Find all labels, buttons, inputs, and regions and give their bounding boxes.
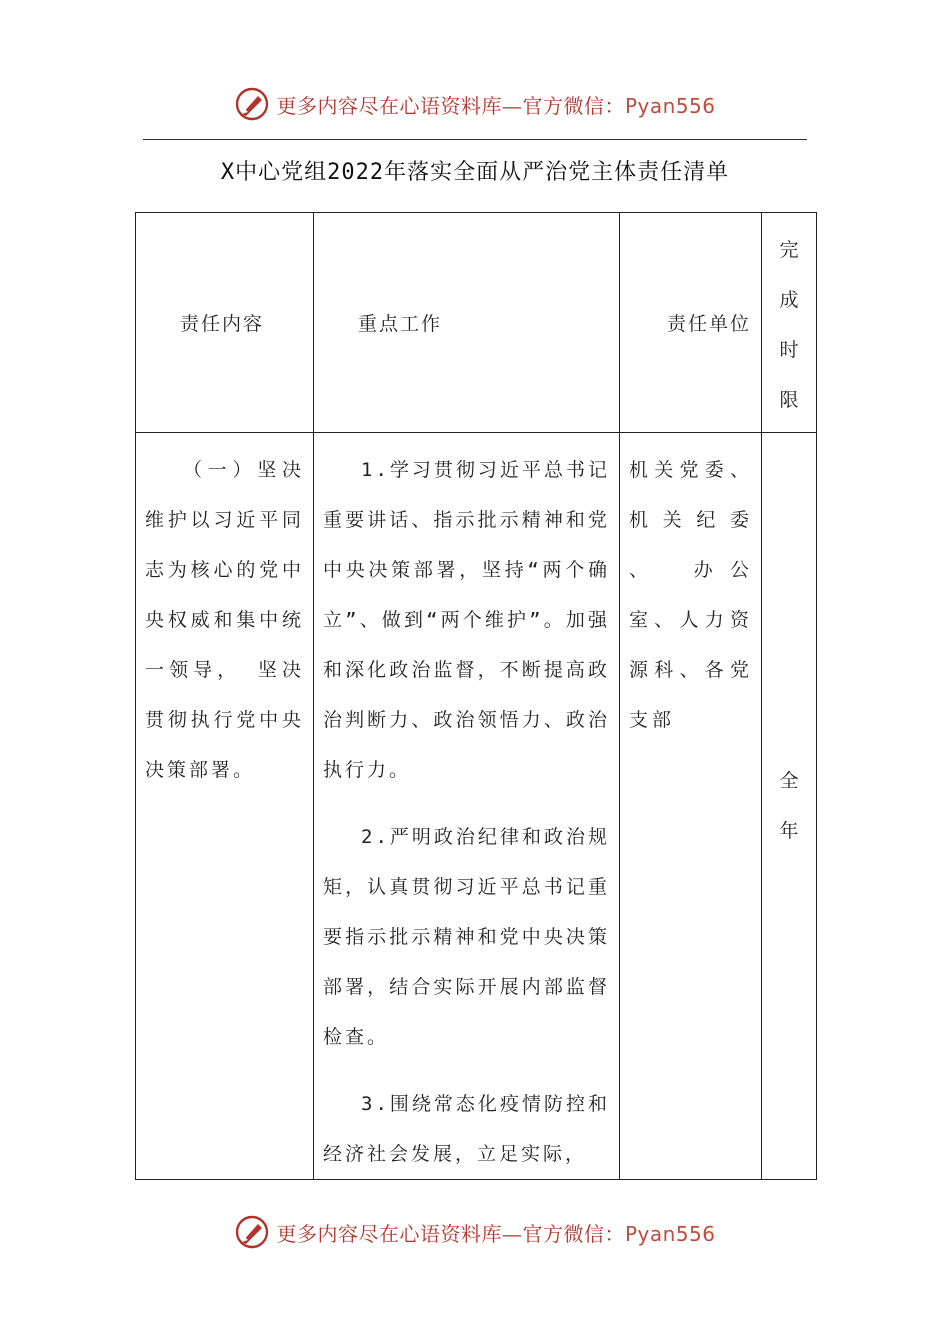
header-deadline-char: 时 [779, 339, 799, 361]
content-text: （一）坚决维护以习近平同志为核心的党中央权威和集中统一领导， 坚决贯彻执行党中央决策部署。 [145, 459, 304, 781]
unit-text: 机关党委、机关纪委 、 办公室、人力资源科、各党支部 [629, 459, 753, 731]
key-work-item: 1.学习贯彻习近平总书记重要讲话、指示批示精神和党中央决策部署，坚持“两个确立”、做到“两个维护”。加强和深化政治监督，不断提高政治判断力、政治领悟力、政治执行力。 [323, 459, 610, 781]
wechat-id: Pyan556 [624, 93, 716, 118]
deadline-char: 全 [779, 770, 799, 792]
content-cell [136, 433, 314, 1180]
key-work-item: 2.严明政治纪律和政治规矩，认真贯彻习近平总书记重要指示批示精神和党中央决策部署，结合实际开展内部监督检查。 [323, 826, 610, 1048]
banner-text [276, 90, 715, 119]
pen-logo-icon [234, 86, 270, 122]
deadline-cell [762, 433, 817, 1180]
pen-logo-icon [234, 1214, 270, 1250]
header-deadline-char: 限 [779, 389, 799, 411]
wechat-id: Pyan556 [624, 1221, 716, 1246]
banner-middle: 官方微信： [522, 1221, 625, 1246]
header-unit: 责任单位 [620, 213, 762, 433]
key-work-cell [314, 433, 620, 1180]
header-divider [143, 139, 807, 140]
document-title: X中心党组2022年落实全面从严治党主体责任清单 [220, 160, 730, 185]
banner-middle: 官方微信： [522, 93, 625, 118]
footer-banner [0, 1210, 950, 1254]
header-key-work: 重点工作 [314, 213, 620, 433]
header-deadline [762, 213, 817, 433]
header-content: 责任内容 [136, 213, 314, 433]
table-row [136, 433, 817, 1180]
banner-text [276, 1218, 715, 1247]
header-deadline-char: 完 [779, 239, 799, 261]
header-deadline-char: 成 [779, 289, 799, 311]
header-banner [0, 82, 950, 126]
table-header-row [136, 213, 817, 433]
unit-cell [620, 433, 762, 1180]
banner-prefix: 更多内容尽在心语资料库— [276, 1221, 523, 1246]
deadline-char: 年 [779, 820, 799, 842]
banner-prefix: 更多内容尽在心语资料库— [276, 93, 523, 118]
key-work-item: 3.围绕常态化疫情防控和经济社会发展，立足实际， [323, 1093, 610, 1165]
responsibility-table [135, 212, 817, 1180]
